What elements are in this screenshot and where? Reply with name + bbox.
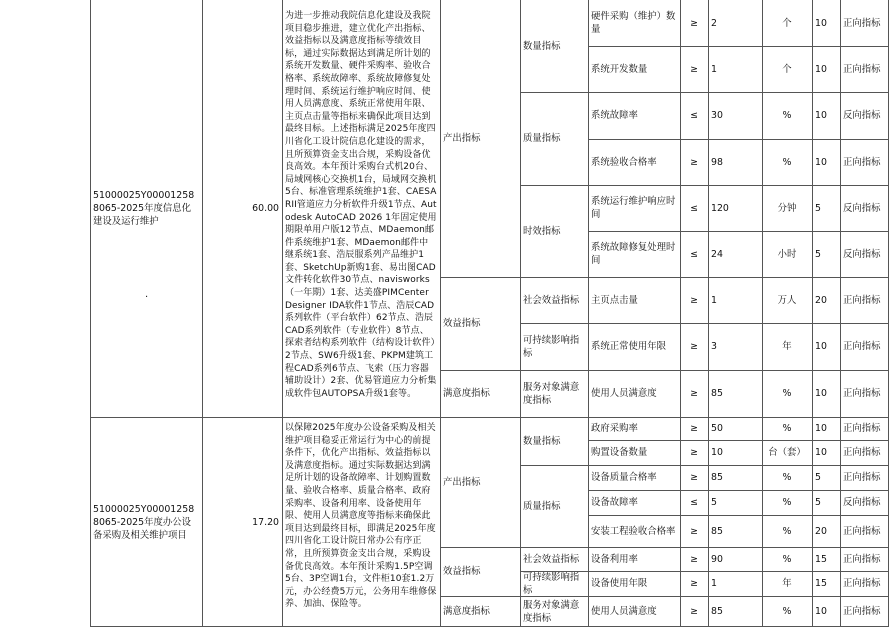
cell-direction bbox=[840, 323, 888, 370]
project-name: 51000025Y000012588065-2025年度办公设备采购及相关维护项目 bbox=[93, 503, 195, 541]
cell-op bbox=[680, 417, 708, 440]
level1-label: 产出指标 bbox=[443, 133, 481, 144]
cell-weight bbox=[812, 547, 840, 571]
value-indicator: 设备故障率 bbox=[591, 497, 638, 508]
value-op: ≥ bbox=[690, 156, 698, 168]
value-value: 10 bbox=[711, 447, 723, 458]
cell-indicator bbox=[588, 417, 680, 440]
cell-unit bbox=[762, 139, 812, 185]
cell-value bbox=[708, 515, 762, 547]
value-direction: 正向指标 bbox=[843, 341, 881, 352]
value-weight: 5 bbox=[815, 472, 821, 483]
cell-unit bbox=[762, 440, 812, 465]
level1-label: 满意度指标 bbox=[443, 388, 490, 399]
cell-value bbox=[708, 139, 762, 185]
left-margin bbox=[0, 0, 90, 627]
grid-line bbox=[90, 417, 888, 418]
value-direction: 反向指标 bbox=[843, 497, 881, 508]
value-weight: 5 bbox=[815, 248, 821, 260]
value-indicator: 使用人员满意度 bbox=[591, 606, 657, 617]
value-weight: 10 bbox=[815, 63, 827, 75]
value-value: 85 bbox=[711, 606, 723, 617]
value-op: ≥ bbox=[690, 553, 698, 565]
grid-line bbox=[588, 571, 888, 572]
level2-sustainable-cell bbox=[520, 571, 588, 596]
cell-op bbox=[680, 440, 708, 465]
value-unit: 分钟 bbox=[777, 202, 797, 214]
value-direction: 反向指标 bbox=[843, 110, 881, 121]
cell-value bbox=[708, 571, 762, 596]
level1-label: 满意度指标 bbox=[443, 606, 490, 617]
value-weight: 20 bbox=[815, 294, 827, 306]
level2-label: 可持续影响指标 bbox=[523, 571, 580, 596]
cell-weight bbox=[812, 92, 840, 139]
value-value: 85 bbox=[711, 472, 723, 483]
cell-indicator bbox=[588, 185, 680, 231]
cell-unit bbox=[762, 547, 812, 571]
cell-unit bbox=[762, 231, 812, 277]
value-direction: 正向指标 bbox=[843, 447, 881, 458]
value-value: 2 bbox=[711, 17, 717, 29]
value-op: ≥ bbox=[690, 472, 698, 483]
grid-line bbox=[708, 0, 709, 627]
cell-unit bbox=[762, 370, 812, 417]
cell-weight bbox=[812, 440, 840, 465]
grid-line bbox=[588, 515, 888, 516]
value-unit: % bbox=[782, 553, 792, 565]
cell-value bbox=[708, 231, 762, 277]
cell-weight bbox=[812, 465, 840, 490]
grid-line bbox=[588, 92, 888, 93]
grid-line bbox=[440, 0, 441, 627]
cell-weight bbox=[812, 277, 840, 323]
cell-unit bbox=[762, 46, 812, 92]
value-direction: 正向指标 bbox=[843, 578, 881, 589]
cell-weight bbox=[812, 231, 840, 277]
level2-service-cell bbox=[520, 596, 588, 627]
cell-unit bbox=[762, 417, 812, 440]
level1-label: 效益指标 bbox=[443, 566, 481, 577]
grid-line bbox=[588, 46, 888, 47]
value-indicator: 硬件采购（维护）数量 bbox=[591, 11, 676, 35]
grid-line bbox=[840, 0, 841, 627]
level2-label: 数量指标 bbox=[523, 435, 561, 447]
project-amount: 17.20 bbox=[252, 516, 279, 528]
grid-line bbox=[588, 323, 888, 324]
value-unit: 年 bbox=[782, 341, 792, 352]
cell-indicator bbox=[588, 92, 680, 139]
value-indicator: 购置设备数量 bbox=[591, 447, 648, 458]
value-direction: 正向指标 bbox=[843, 17, 881, 29]
value-unit: % bbox=[782, 388, 792, 399]
value-direction: 正向指标 bbox=[843, 63, 881, 75]
cell-direction bbox=[840, 92, 888, 139]
grid-line bbox=[588, 277, 888, 278]
grid-line bbox=[588, 370, 888, 371]
value-unit: % bbox=[782, 110, 792, 121]
value-value: 120 bbox=[711, 202, 729, 214]
cell-direction bbox=[840, 0, 888, 46]
value-weight: 15 bbox=[815, 553, 827, 565]
value-op: ≤ bbox=[690, 202, 698, 214]
cell-direction bbox=[840, 231, 888, 277]
cell-direction bbox=[840, 46, 888, 92]
value-weight: 15 bbox=[815, 578, 827, 589]
value-value: 1 bbox=[711, 63, 717, 75]
cell-op bbox=[680, 139, 708, 185]
value-op: ≥ bbox=[690, 294, 698, 306]
grid-line bbox=[588, 231, 888, 232]
value-value: 90 bbox=[711, 553, 723, 565]
cell-direction bbox=[840, 465, 888, 490]
level2-social-cell bbox=[520, 277, 588, 323]
value-weight: 10 bbox=[815, 447, 827, 458]
cell-direction bbox=[840, 277, 888, 323]
grid-line bbox=[202, 0, 203, 627]
value-unit: % bbox=[782, 423, 792, 434]
cell-direction bbox=[840, 490, 888, 515]
level2-timeliness-cell bbox=[520, 185, 588, 277]
cell-weight bbox=[812, 46, 840, 92]
value-indicator: 系统开发数量 bbox=[591, 63, 648, 75]
cell-indicator bbox=[588, 46, 680, 92]
value-unit: 年 bbox=[782, 578, 792, 589]
value-weight: 10 bbox=[815, 156, 827, 168]
cell-weight bbox=[812, 323, 840, 370]
cell-indicator bbox=[588, 571, 680, 596]
value-value: 98 bbox=[711, 156, 723, 168]
value-op: ≥ bbox=[690, 578, 698, 589]
cell-unit bbox=[762, 92, 812, 139]
cell-op bbox=[680, 0, 708, 46]
project-amount: 60.00 bbox=[252, 203, 279, 214]
level2-label: 质量指标 bbox=[523, 500, 561, 512]
value-weight: 20 bbox=[815, 525, 827, 537]
cell-value bbox=[708, 185, 762, 231]
level2-label: 时效指标 bbox=[523, 225, 561, 237]
cell-unit bbox=[762, 571, 812, 596]
value-direction: 正向指标 bbox=[843, 423, 881, 434]
cell-value bbox=[708, 46, 762, 92]
level1-satisfaction-cell bbox=[440, 370, 520, 417]
level1-output-cell bbox=[440, 417, 520, 547]
cell-indicator bbox=[588, 547, 680, 571]
value-value: 30 bbox=[711, 110, 723, 121]
value-indicator: 系统验收合格率 bbox=[591, 156, 657, 168]
level2-label: 社会效益指标 bbox=[523, 294, 580, 306]
project-name: 51000025Y000012588065-2025年度信息化建设及运行维护 bbox=[93, 190, 195, 227]
grid-line bbox=[588, 185, 888, 186]
value-weight: 5 bbox=[815, 497, 821, 508]
level2-quality-cell bbox=[520, 465, 588, 547]
cell-op bbox=[680, 185, 708, 231]
grid-line bbox=[282, 0, 283, 627]
value-unit: 个 bbox=[782, 63, 792, 75]
cell-value bbox=[708, 547, 762, 571]
cell-direction bbox=[840, 440, 888, 465]
level2-quality-cell bbox=[520, 92, 588, 185]
value-direction: 反向指标 bbox=[843, 248, 881, 260]
cell-op bbox=[680, 571, 708, 596]
grid-line bbox=[888, 0, 889, 627]
value-op: ≥ bbox=[690, 388, 698, 399]
project-description-cell bbox=[282, 417, 440, 627]
value-weight: 10 bbox=[815, 606, 827, 617]
level1-benefit-cell bbox=[440, 547, 520, 596]
cell-value bbox=[708, 277, 762, 323]
level1-label: 产出指标 bbox=[443, 476, 481, 488]
cell-value bbox=[708, 596, 762, 627]
value-direction: 正向指标 bbox=[843, 472, 881, 483]
cell-weight bbox=[812, 515, 840, 547]
value-value: 24 bbox=[711, 248, 723, 260]
cell-direction bbox=[840, 571, 888, 596]
grid-line bbox=[588, 0, 589, 627]
cell-unit bbox=[762, 490, 812, 515]
value-weight: 10 bbox=[815, 388, 827, 399]
cell-value bbox=[708, 465, 762, 490]
value-direction: 反向指标 bbox=[843, 202, 881, 214]
cell-indicator bbox=[588, 515, 680, 547]
value-value: 3 bbox=[711, 341, 717, 352]
value-indicator: 安装工程验收合格率 bbox=[591, 525, 676, 537]
cell-indicator bbox=[588, 231, 680, 277]
cell-value bbox=[708, 92, 762, 139]
cell-weight bbox=[812, 139, 840, 185]
value-weight: 10 bbox=[815, 17, 827, 29]
grid-line bbox=[588, 596, 888, 597]
cell-weight bbox=[812, 596, 840, 627]
cell-indicator bbox=[588, 596, 680, 627]
grid-line bbox=[588, 465, 888, 466]
value-direction: 正向指标 bbox=[843, 553, 881, 565]
value-op: ≤ bbox=[690, 110, 698, 121]
cell-unit bbox=[762, 596, 812, 627]
value-direction: 正向指标 bbox=[843, 606, 881, 617]
cell-indicator bbox=[588, 277, 680, 323]
level2-label: 质量指标 bbox=[523, 133, 561, 144]
level2-quantity-cell bbox=[520, 0, 588, 92]
project-description: 以保障2025年度办公设备采购及相关维护项目稳妥正常运行为中心的前提条件下，优化产出指标、效益指标以及满意度指标。通过实际数据达到满足所计划的设备故障率、计划购置数量、验收合格率、质量合格率、政府采购率、设备利用率、设备使用年限、使用人员满意度等指标来确保此项目达到最终目标，即满足2025年度四川省化工设计院日常办公有序正常，且所预算资金支出合规，采购设备优良高效。本年预计采购1.5P空调5台、3P空调1台，文件柜10套1.2万元，办公经费5万元，公务用车维修保养、加油、保险等。 bbox=[285, 423, 437, 610]
cell-value bbox=[708, 490, 762, 515]
cell-op bbox=[680, 596, 708, 627]
level1-satisfaction-cell bbox=[440, 596, 520, 627]
value-weight: 10 bbox=[815, 423, 827, 434]
cell-op bbox=[680, 323, 708, 370]
value-unit: % bbox=[782, 497, 792, 508]
cell-indicator bbox=[588, 370, 680, 417]
value-direction: 正向指标 bbox=[843, 525, 881, 537]
value-unit: 台（套） bbox=[768, 447, 806, 458]
project-description-cell bbox=[282, 0, 440, 417]
value-indicator: 系统故障率 bbox=[591, 110, 638, 121]
value-value: 1 bbox=[711, 294, 717, 306]
cell-direction bbox=[840, 417, 888, 440]
cell-op bbox=[680, 547, 708, 571]
cell-indicator bbox=[588, 490, 680, 515]
value-indicator: 系统故障修复处理时间 bbox=[591, 242, 676, 266]
level2-social-cell bbox=[520, 547, 588, 571]
grid-line bbox=[680, 0, 681, 627]
cell-direction bbox=[840, 139, 888, 185]
grid-line bbox=[588, 440, 888, 441]
value-weight: 10 bbox=[815, 110, 827, 121]
cell-indicator bbox=[588, 139, 680, 185]
value-indicator: 政府采购率 bbox=[591, 423, 638, 434]
cell-op bbox=[680, 46, 708, 92]
cell-op bbox=[680, 231, 708, 277]
project-amount-cell bbox=[202, 0, 282, 417]
value-op: ≥ bbox=[690, 606, 698, 617]
grid-line bbox=[588, 490, 888, 491]
cell-unit bbox=[762, 515, 812, 547]
cell-value bbox=[708, 0, 762, 46]
value-indicator: 系统运行维护响应时间 bbox=[591, 196, 676, 220]
level1-benefit-cell bbox=[440, 277, 520, 370]
value-op: ≤ bbox=[690, 248, 698, 260]
cell-value bbox=[708, 417, 762, 440]
grid-line bbox=[90, 0, 91, 627]
cell-op bbox=[680, 465, 708, 490]
level2-sustainable-cell bbox=[520, 323, 588, 370]
value-unit: 小时 bbox=[777, 248, 797, 260]
cell-direction bbox=[840, 370, 888, 417]
value-op: ≥ bbox=[690, 525, 698, 537]
project-description: 为进一步推动我院信息化建设及我院项目稳步推进，建立优化产出指标、效益指标以及满意度指标等绩效目标，通过实际数据达到满足所计划的系统开发数量、硬件采购率、验收合格率、系统故障率、系统故障修复处理时间、系统运行维护响应时间、使用人员满意度、系统正常使用年限、主页点击量等指标来确保此项目达到最终目标。上述指标满足2025年度四川省化工设计院信息化建设的需求，且所预算资金支出合规，采购设备优良高效。本年预计采购台式机20台、局域网核心交换机1台，局域网交换机5台、标准管理系统维护1套、CAESARII管道应力分析软件升级1节点、Autodesk AutoCAD 2026 1年固定使用期限单用户版12节点、MDaemon邮件系统维护1套、MDaemon邮件中继系统1套、浩辰服系列产品维护1套、SketchUp新购1套、易出图CAD文件转化软件30节点、navisworks（一年期）1套、达美盛PIMCenter Designer IDA软件1节点、浩辰CAD系列软件（平台软件）62节点、浩辰CAD系列软件（专业软件）8节点、探索者结构系列软件（结构设计软件）2节点、SW6升级1套、PKPM建筑工程CAD系列6节点、飞索（压力容器辅助设计）2套、优易管道应力分析集成软件包AUTOPSA升级1套等。 bbox=[285, 11, 437, 399]
level2-service-cell bbox=[520, 370, 588, 417]
cell-weight bbox=[812, 417, 840, 440]
value-weight: 5 bbox=[815, 202, 821, 214]
cell-indicator bbox=[588, 465, 680, 490]
stray-dot: · bbox=[145, 292, 149, 303]
cell-value bbox=[708, 440, 762, 465]
value-unit: 万人 bbox=[777, 294, 797, 306]
cell-unit bbox=[762, 0, 812, 46]
grid-line bbox=[588, 547, 888, 548]
value-indicator: 系统正常使用年限 bbox=[591, 341, 667, 352]
cell-value bbox=[708, 370, 762, 417]
level2-label: 数量指标 bbox=[523, 40, 561, 52]
grid-line bbox=[812, 0, 813, 627]
cell-op bbox=[680, 92, 708, 139]
project-name-cell bbox=[90, 0, 202, 417]
value-indicator: 设备使用年限 bbox=[591, 578, 648, 589]
cell-direction bbox=[840, 185, 888, 231]
value-op: ≥ bbox=[690, 447, 698, 458]
value-op: ≥ bbox=[690, 423, 698, 434]
value-weight: 10 bbox=[815, 341, 827, 352]
cell-op bbox=[680, 277, 708, 323]
value-indicator: 主页点击量 bbox=[591, 294, 638, 306]
value-op: ≥ bbox=[690, 17, 698, 29]
cell-unit bbox=[762, 185, 812, 231]
project-amount-cell bbox=[202, 417, 282, 627]
cell-direction bbox=[840, 596, 888, 627]
value-op: ≥ bbox=[690, 63, 698, 75]
grid-line bbox=[762, 0, 763, 627]
value-value: 50 bbox=[711, 423, 723, 434]
value-unit: 个 bbox=[782, 17, 792, 29]
level1-label: 效益指标 bbox=[443, 318, 481, 329]
cell-op bbox=[680, 370, 708, 417]
level2-label: 社会效益指标 bbox=[523, 553, 580, 565]
cell-direction bbox=[840, 547, 888, 571]
cell-weight bbox=[812, 370, 840, 417]
grid-line bbox=[588, 139, 888, 140]
value-op: ≤ bbox=[690, 497, 698, 508]
level2-label: 服务对象满意度指标 bbox=[523, 381, 580, 406]
value-direction: 正向指标 bbox=[843, 388, 881, 399]
cell-indicator bbox=[588, 323, 680, 370]
cell-unit bbox=[762, 465, 812, 490]
cell-op bbox=[680, 490, 708, 515]
value-indicator: 设备质量合格率 bbox=[591, 472, 657, 483]
value-unit: % bbox=[782, 156, 792, 168]
value-value: 85 bbox=[711, 388, 723, 399]
value-unit: % bbox=[782, 525, 792, 537]
project-name-cell bbox=[90, 417, 202, 627]
value-value: 1 bbox=[711, 578, 717, 589]
value-direction: 正向指标 bbox=[843, 294, 881, 306]
value-unit: % bbox=[782, 606, 792, 617]
cell-weight bbox=[812, 571, 840, 596]
cell-direction bbox=[840, 515, 888, 547]
value-unit: % bbox=[782, 472, 792, 483]
cell-weight bbox=[812, 490, 840, 515]
grid-line bbox=[520, 0, 521, 627]
value-op: ≥ bbox=[690, 341, 698, 352]
value-indicator: 设备利用率 bbox=[591, 553, 638, 565]
value-value: 85 bbox=[711, 525, 723, 537]
level2-label: 服务对象满意度指标 bbox=[523, 599, 580, 624]
level2-label: 可持续影响指标 bbox=[523, 334, 580, 359]
cell-indicator bbox=[588, 440, 680, 465]
cell-unit bbox=[762, 277, 812, 323]
cell-unit bbox=[762, 323, 812, 370]
cell-indicator bbox=[588, 0, 680, 46]
level1-output-cell bbox=[440, 0, 520, 277]
level2-quantity-cell bbox=[520, 417, 588, 465]
cell-value bbox=[708, 323, 762, 370]
cell-weight bbox=[812, 0, 840, 46]
cell-op bbox=[680, 515, 708, 547]
value-indicator: 使用人员满意度 bbox=[591, 388, 657, 399]
value-value: 5 bbox=[711, 497, 717, 508]
value-direction: 正向指标 bbox=[843, 156, 881, 168]
cell-weight bbox=[812, 185, 840, 231]
